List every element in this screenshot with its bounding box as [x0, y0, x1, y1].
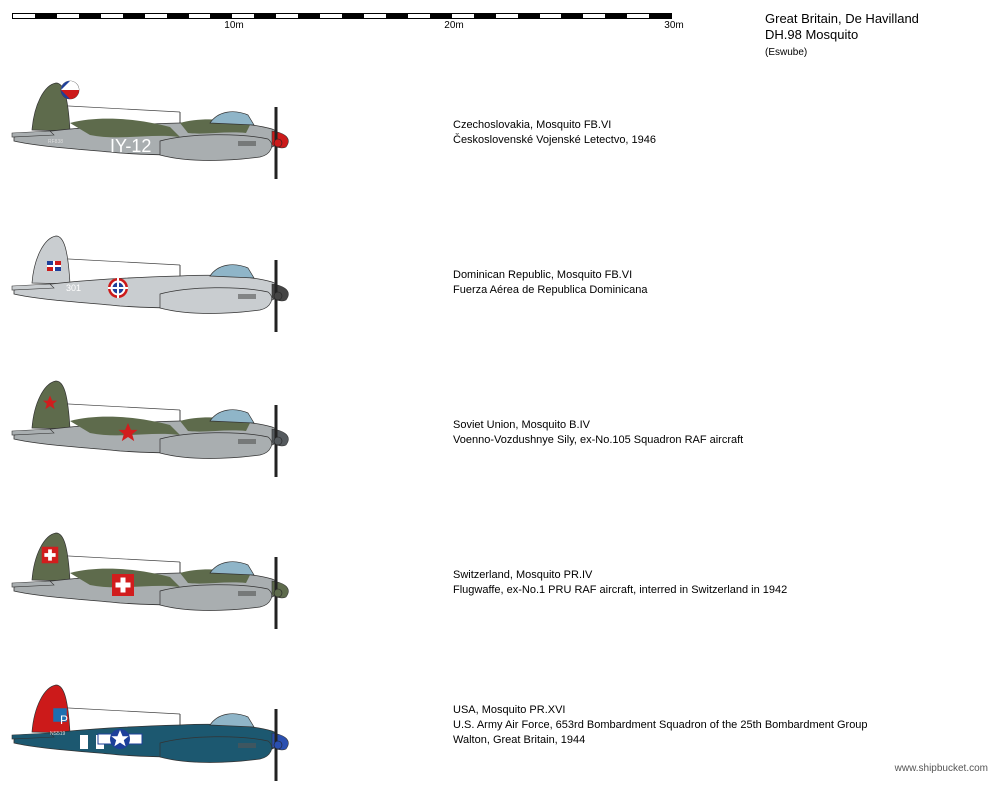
engine-nacelle [160, 135, 272, 161]
aircraft-caption [453, 568, 787, 598]
exhaust [238, 294, 256, 299]
caption-line-2: Československé Vojenské Letectvo, 1946 [453, 134, 657, 146]
spinner [274, 437, 282, 445]
aircraft-profile [10, 373, 300, 483]
canopy [210, 714, 254, 727]
exhaust [238, 743, 256, 748]
aircraft-profile [10, 228, 300, 338]
author-credit: (Eswube) [765, 47, 808, 58]
aerial-wire [50, 555, 180, 562]
scale-tick-30m: 30m [664, 20, 684, 31]
canopy [210, 410, 254, 423]
aircraft-caption [453, 118, 656, 148]
aerial-wire [50, 403, 180, 410]
aircraft-serial: NS519 [50, 731, 66, 737]
aircraft-code: 301 [66, 283, 82, 293]
aircraft-profile [10, 677, 300, 787]
canopy [210, 562, 254, 575]
aircraft-serial: RF838 [48, 139, 64, 145]
spinner [274, 292, 282, 300]
aircraft-profile [10, 75, 300, 185]
caption-line-1: Dominican Republic, Mosquito FB.VI [453, 269, 633, 281]
caption-line-1: Soviet Union, Mosquito B.IV [453, 419, 590, 431]
caption-line-2: Fuerza Aérea de Republica Dominicana [453, 284, 648, 296]
title-line-1: Great Britain, De Havilland [765, 11, 919, 26]
caption-line-1: USA, Mosquito PR.XVI [453, 704, 566, 716]
tail-fin [32, 236, 70, 284]
aircraft-code: P [60, 713, 69, 727]
aerial-wire [50, 707, 180, 714]
spinner [274, 589, 282, 597]
canopy [210, 112, 254, 125]
caption-line-2: Voenno-Vozdushnye Sily, ex-No.105 Squadron RAF aircraft [453, 434, 744, 446]
fuselage-insignia [112, 574, 134, 596]
aircraft-code: IY-12 [110, 136, 152, 156]
sheet-title [765, 11, 919, 43]
exhaust [238, 141, 256, 146]
scale-tick-10m: 10m [224, 20, 244, 31]
aircraft-profile [10, 525, 300, 635]
engine-nacelle [160, 737, 272, 763]
exhaust [238, 439, 256, 444]
scale-bar [12, 13, 672, 19]
fuselage-insignia [108, 278, 128, 298]
aerial-wire [50, 105, 180, 112]
scale-tick-20m: 20m [444, 20, 464, 31]
engine-nacelle [160, 585, 272, 611]
site-credit: www.shipbucket.com [894, 763, 988, 774]
aircraft-caption [453, 418, 743, 448]
caption-line-3: Walton, Great Britain, 1944 [453, 734, 586, 746]
aircraft-caption [453, 268, 647, 298]
tail-insignia [42, 547, 59, 564]
spinner [274, 741, 282, 749]
aircraft-caption [453, 703, 868, 748]
exhaust [238, 591, 256, 596]
title-line-2: DH.98 Mosquito [765, 27, 859, 42]
engine-nacelle [160, 433, 272, 459]
rudder-flag [47, 261, 61, 271]
caption-line-1: Switzerland, Mosquito PR.IV [453, 569, 593, 581]
caption-line-2: U.S. Army Air Force, 653rd Bombardment Squadron of the 25th Bombardment Group [453, 719, 868, 731]
caption-line-1: Czechoslovakia, Mosquito FB.VI [453, 119, 612, 131]
aerial-wire [50, 258, 180, 265]
fuselage-insignia [61, 81, 79, 99]
engine-nacelle [160, 288, 272, 314]
spinner [274, 139, 282, 147]
caption-line-2: Flugwaffe, ex-No.1 PRU RAF aircraft, interred in Switzerland in 1942 [453, 584, 788, 596]
canopy [210, 265, 254, 278]
